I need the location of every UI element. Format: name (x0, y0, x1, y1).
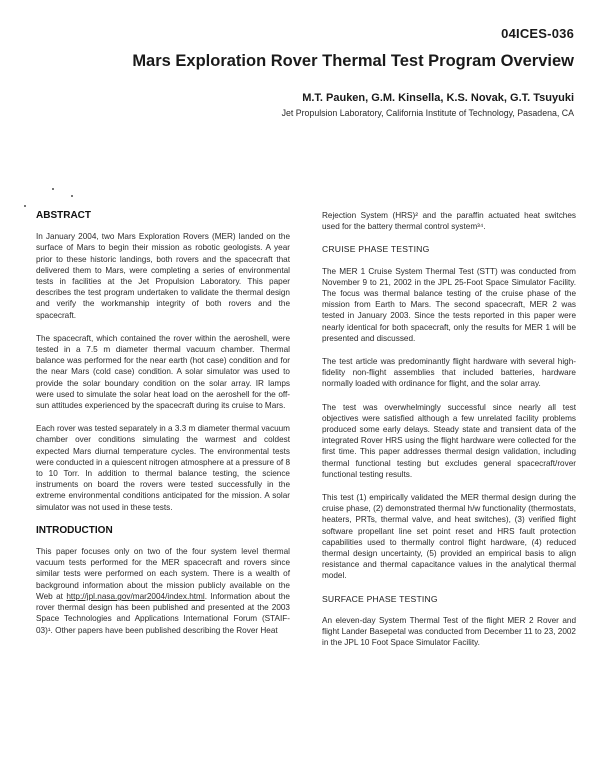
paper-title: Mars Exploration Rover Thermal Test Program Overview (132, 52, 574, 70)
cruise-paragraph: The test article was predominantly flight hardware with several high-fidelity non-flight assemblies that included batteries, hardware normally loaded with ordinance for flight, and the solar array. (322, 357, 576, 389)
intro-text-a: This paper focuses only on two of the four system level thermal vacuum tests performed for the MER spacecraft and rovers since similar tests were performed on each system. There is a wealth of background information about the mission publicly available on the Web at (36, 547, 290, 601)
right-column (322, 210, 576, 661)
surface-paragraph: An eleven-day System Thermal Test of the flight MER 2 Rover and flight Lander Basepetal was conducted from December 11 to 23, 2002 in the JPL 10 Foot Space Simulator Facility. (322, 615, 576, 648)
introduction-heading: INTRODUCTION (36, 524, 113, 536)
continued-paragraph: Rejection System (HRS)² and the paraffin actuated heat switches used for the battery thermal control system³⁴. (322, 211, 576, 232)
scan-speck (71, 195, 73, 197)
mission-web-link[interactable]: http://jpl.nasa.gov/mar2004/index.html (66, 591, 205, 601)
intro-text-b: . Information about the rover thermal design has been published and presented at the 2003 Space Technologies and Applications International Forum (STAIF-03)¹. Other papers have been published describing the Rover Heat (36, 591, 290, 635)
affiliation: Jet Propulsion Laboratory, California Institute of Technology, Pasadena, CA (281, 108, 574, 118)
scan-speck (52, 188, 54, 190)
abstract-paragraph: In January 2004, two Mars Exploration Rovers (MER) landed on the surface of Mars to begin their mission as robotic geologists. A year prior to these historic landings, both rovers and the spacecraft that delivered them to Mars, were completing a series of environmental tests in facilities at the Jet Propulsion Laboratory. This paper describes the test program undertaken to validate the thermal design and verify the workmanship integrity of both rovers and the spacecraft. (36, 232, 290, 320)
cruise-paragraph: This test (1) empirically validated the MER thermal design during the cruise phase, (2) demonstrated thermal h/w functionality (thermostats, heaters, PRTs, thermal valve, and heat switches), (3) verified flight software propellant line set point reset and HRS fault protection capabilities used to thermally control flight hardware, (4) reduced thermal design uncertainty, (5) provided an empirical basis to align resistance and thermal capacitance values in the analytical thermal model. (322, 493, 576, 581)
introduction-paragraph (36, 546, 290, 636)
cruise-paragraph: The MER 1 Cruise System Thermal Test (STT) was conducted from November 9 to 21, 2002 in the JPL 25-Foot Space Simulator Facility. The focus was thermal balance testing of the cruise phase of the mission from Earth to Mars. The second spacecraft, MER 2 was tested in January 2003. Since the tests reported in this paper were nearly identical for both spacecraft, only the results for MER 1 will be presented and discussed. (322, 266, 576, 343)
paper-id: 04ICES-036 (501, 26, 574, 41)
cruise-paragraph: The test was overwhelmingly successful since nearly all test objectives were satisfied although a few unrelated facility problems produced some early delays. Steady state and transient data of the integrated Rover HRS using the flight hardware were collected for the first time. This paper addresses thermal design validation, including thermal functional testing but excludes general spacecraft/rover functional testing results. (322, 402, 576, 479)
left-column (36, 210, 290, 648)
abstract-paragraph: Each rover was tested separately in a 3.3 m diameter thermal vacuum chamber over conditions simulating the warmest and coldest expected Mars diurnal temperature cycles. The environmental tests were conducted in a quiescent nitrogen atmosphere at a pressure of 8 to 10 Torr. In addition to thermal balance testing, the science instruments on board the rovers were tested successfully in the extreme environmental conditions anticipated for the mission. A solar simulator was not used in these tests. (36, 424, 290, 512)
scan-speck (24, 205, 26, 207)
surface-phase-heading: SURFACE PHASE TESTING (322, 593, 438, 604)
author-list: M.T. Pauken, G.M. Kinsella, K.S. Novak, G.T. Tsuyuki (302, 92, 574, 104)
cruise-phase-heading: CRUISE PHASE TESTING (322, 244, 430, 255)
abstract-paragraph: The spacecraft, which contained the rover within the aeroshell, were tested in a 7.5 m diameter thermal vacuum chamber. Thermal balance was performed for the near earth (hot case) condition and for the near Mars (cold case) condition. A solar simulator was used to provide the solar boundary condition on the solar array. IR lamps were used to simulate the solar heat load on the aeroshell for the off-sun attitudes experienced by the spacecraft during its cruise to Mars. (36, 333, 290, 411)
abstract-heading: ABSTRACT (36, 210, 91, 221)
